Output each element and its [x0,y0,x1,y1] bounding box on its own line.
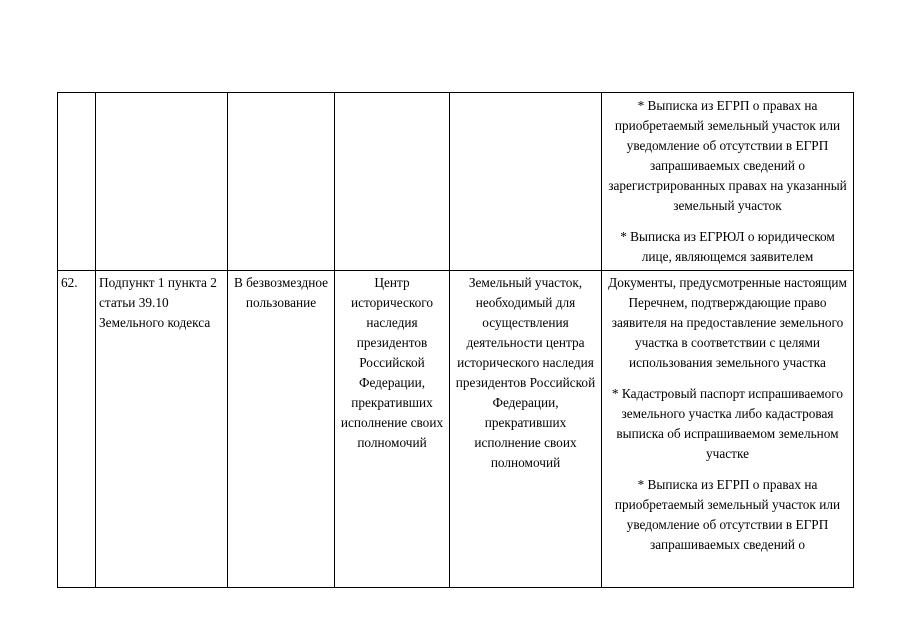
type-cell [228,93,335,271]
document-item: * Выписка из ЕГРЮЛ о юридическом лице, являющемся заявителем [620,229,835,264]
documents-cell [602,271,854,588]
document-item: * Кадастровый паспорт испрашиваемого земельного участка либо кадастровая выписка об испрашиваемом земельном участке [611,386,844,461]
document-item: * Выписка из ЕГРП о правах на приобретаемый земельный участок или уведомление об отсутствии в ЕГРП запрашиваемых сведений о [614,477,841,552]
number-cell [58,93,96,271]
table-row-62 [58,271,854,588]
recipient-cell: Центр исторического наследия президентов Российской Федерации, прекративших исполнение своих полномочий [335,271,450,588]
number-cell: 62. [58,271,96,588]
recipient-cell [335,93,450,271]
land-documents-table [57,92,854,588]
document-item: * Выписка из ЕГРП о правах на приобретаемый земельный участок или уведомление об отсутствии в ЕГРП запрашиваемых сведений о зарегистрированных правах на указанный земельный участок [608,98,847,213]
basis-cell [96,93,228,271]
plot-cell: Земельный участок, необходимый для осуществления деятельности центра исторического наследия президентов Российской Федерации, прекративших исполнение своих полномочий [450,271,602,588]
basis-cell: Подпункт 1 пункта 2 статьи 39.10 Земельного кодекса [96,271,228,588]
plot-cell [450,93,602,271]
documents-cell [602,93,854,271]
type-cell: В безвозмездное пользование [228,271,335,588]
document-item: Документы, предусмотренные настоящим Перечнем, подтверждающие право заявителя на предоставление земельного участка в соответствии с целями использования земельного участка [608,275,847,370]
table-row-continuation [58,93,854,271]
